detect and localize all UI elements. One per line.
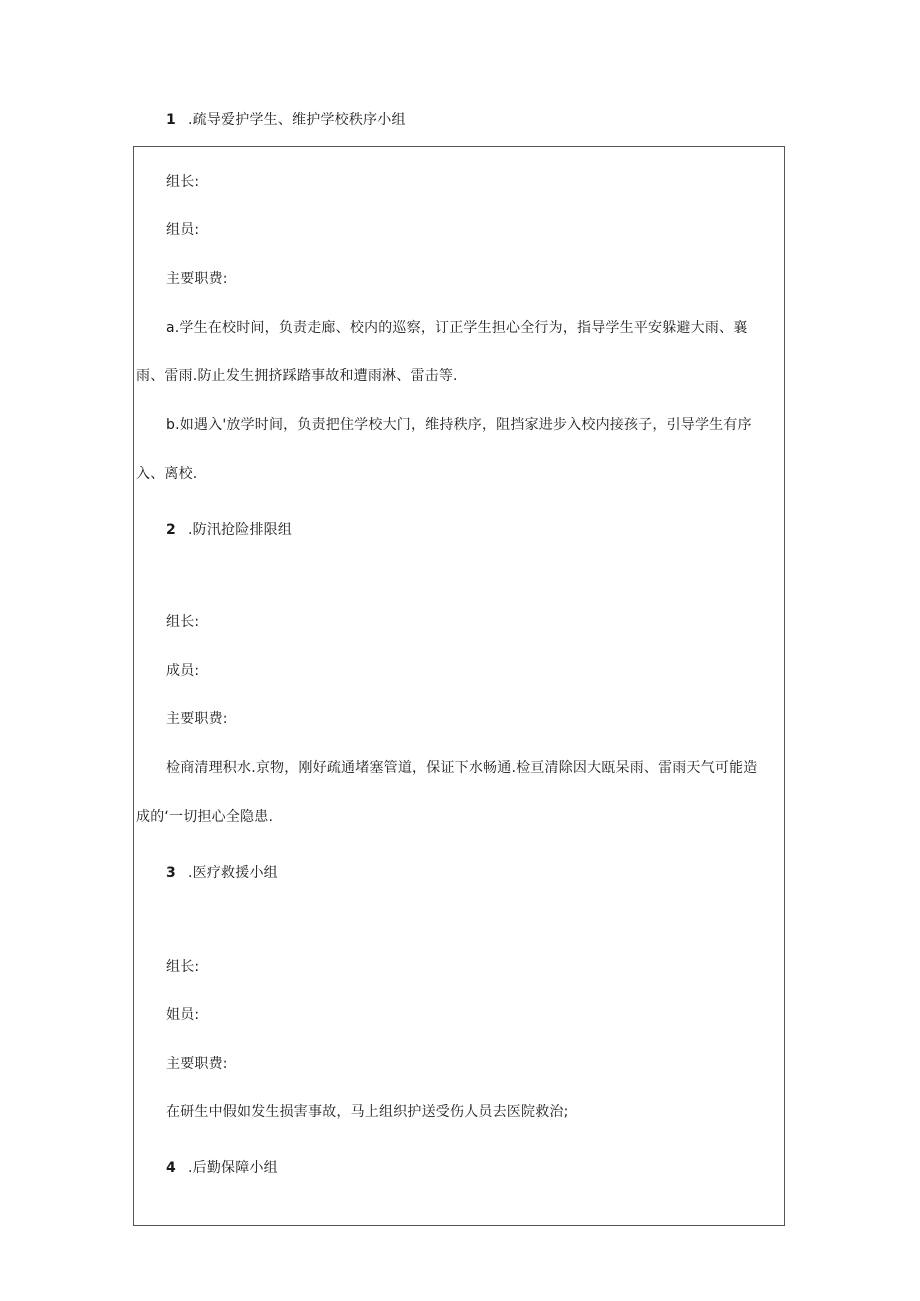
section1-item-a-line1: a.学生在校时间，负责走廊、校内的巡察，订正学生担心全行为，指导学生平安躲避大雨、襄 (166, 320, 748, 336)
section2-leader: 组长: (166, 614, 200, 630)
section2-heading (166, 521, 292, 539)
section2-number: 2 (166, 522, 176, 538)
section1-item-a-line2: 雨、雷雨.防止发生拥挤踩踏事故和遭雨淋、雷击等. (136, 368, 458, 384)
section2-title: .防汛抢险排限组 (188, 522, 293, 538)
section3-heading (166, 864, 278, 882)
section3-leader: 组长: (166, 959, 200, 975)
content-frame (133, 146, 785, 1226)
section1-heading (166, 111, 406, 129)
section1-item-b-line2: 入、离校. (136, 466, 198, 482)
section3-title: .医疗救援小组 (188, 865, 278, 881)
section4-heading (166, 1159, 278, 1177)
section1-leader: 组长: (166, 174, 200, 190)
section1-number: 1 (166, 112, 176, 128)
section3-duties-label: 主要职费: (166, 1056, 228, 1072)
section2-duty-line1: 检商清理积水.京物，刚好疏通堵塞管道，保证下水畅通.检亘清除因大瓯呆雨、雷雨天气可能造 (166, 760, 758, 776)
section1-title: .疏导爱护学生、维护学校秩序小组 (188, 112, 406, 128)
section4-title: .后勤保障小组 (188, 1160, 278, 1176)
section2-duty-line2: 成的‘一切担心全隐患. (136, 809, 274, 825)
section1-duties-label: 主要职费: (166, 271, 228, 287)
section3-members: 姐员: (166, 1007, 200, 1023)
section3-number: 3 (166, 865, 176, 881)
section1-members: 组员: (166, 222, 200, 238)
section2-duties-label: 主要职费: (166, 711, 228, 727)
section4-number: 4 (166, 1160, 176, 1176)
section3-duty-line1: 在研生中假如发生损害事故，马上组织护送受伤人员去医院救治; (166, 1104, 569, 1120)
section2-members: 成员: (166, 663, 200, 679)
section1-item-b-line1: b.如遇入'放学时间，负责把住学校大门，维持秩序，阻挡家进步入校内接孩子，引导学生有序 (166, 417, 752, 433)
